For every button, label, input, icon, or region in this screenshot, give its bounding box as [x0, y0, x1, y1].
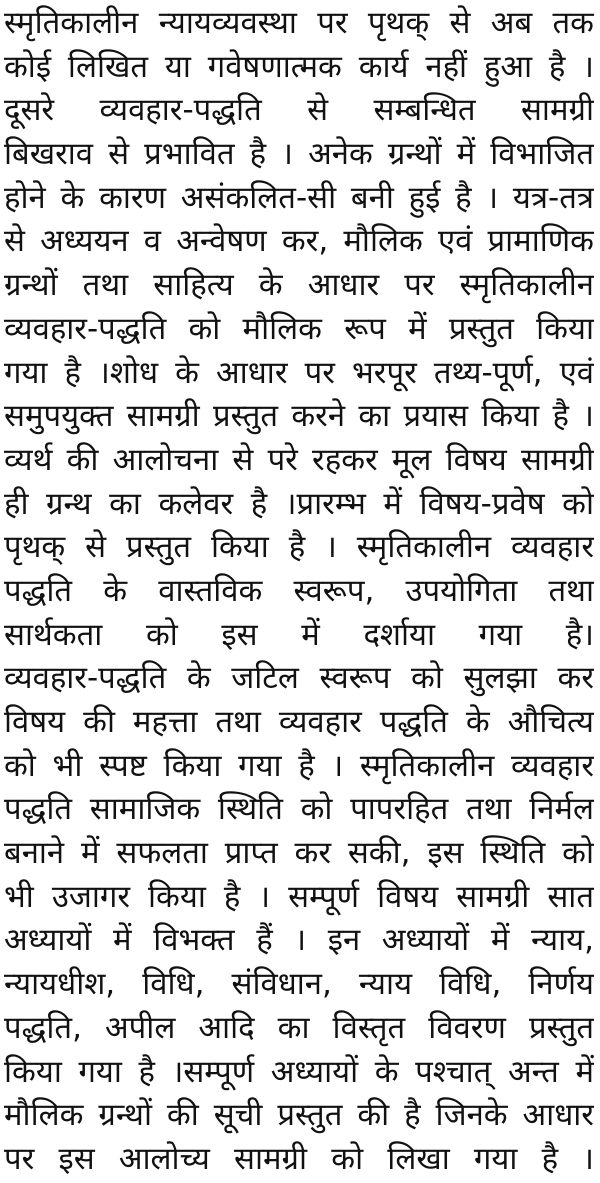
- text-line: न्यायधीश, विधि, संविधान, न्याय विधि, निर्णय: [4, 966, 594, 1003]
- text-line: अध्यायों में विभक्त हैं । इन अध्यायों में न्याय,: [4, 922, 594, 959]
- text-line: से अध्ययन व अन्वेषण कर, मौलिक एवं प्रामाणिक: [4, 223, 594, 260]
- text-line: मौलिक ग्रन्थों की सूची प्रस्तुत की है जिनके आधार: [4, 1097, 594, 1134]
- text-line: व्यवहार-पद्धति को मौलिक रूप में प्रस्तुत किया: [4, 310, 594, 347]
- text-line: गया है ।शोध के आधार पर भरपूर तथ्य-पूर्ण, एवं: [4, 354, 594, 391]
- text-line: बनाने में सफलता प्राप्त कर सकी, इस स्थिति को: [4, 835, 594, 872]
- text-line: व्यवहार-पद्धति के जटिल स्वरूप को सुलझा कर: [4, 660, 594, 697]
- text-line: को भी स्पष्ट किया गया है । स्मृतिकालीन व्यवहार: [4, 747, 594, 784]
- text-line: पृथक् से प्रस्तुत किया है । स्मृतिकालीन व्यवहार: [4, 529, 594, 566]
- text-line: पद्धति सामाजिक स्थिति को पापरहित तथा निर्मल: [4, 791, 594, 828]
- text-line: विषय की महत्ता तथा व्यवहार पद्धति के औचित्य: [4, 704, 594, 740]
- text-line: ग्रन्थों तथा साहित्य के आधार पर स्मृतिकालीन: [4, 267, 594, 304]
- text-line: भी उजागर किया है । सम्पूर्ण विषय सामग्री सात: [4, 878, 594, 915]
- text-line: होने के कारण असंकलित-सी बनी हुई है । यत्र-तत्र: [4, 179, 594, 216]
- text-line: पद्धति के वास्तविक स्वरूप, उपयोगिता तथा: [4, 572, 594, 609]
- text-line: व्यर्थ की आलोचना से परे रहकर मूल विषय सामग्री: [4, 441, 594, 478]
- text-line: पद्धति, अपील आदि का विस्तृत विवरण प्रस्तुत: [4, 1009, 594, 1046]
- text-line: समुपयुक्त सामग्री प्रस्तुत करने का प्रयास किया है ।: [4, 398, 594, 435]
- text-line: ही ग्रन्थ का कलेवर है ।प्रारम्भ में विषय-प्रवेष को: [4, 485, 594, 522]
- text-line: स्मृतिकालीन न्यायव्यवस्था पर पृथक् से अब तक: [4, 5, 594, 41]
- body-paragraph: [4, 2, 594, 1182]
- text-line: सार्थकता को इस में दर्शाया गया है।: [4, 616, 594, 653]
- text-line: बिखराव से प्रभावित है । अनेक ग्रन्थों में विभाजित: [4, 136, 594, 173]
- text-line: कोई लिखित या गवेषणात्मक कार्य नहीं हुआ है ।: [4, 48, 594, 85]
- text-line: दूसरे व्यवहार-पद्धति से सम्बन्धित सामग्री: [4, 92, 594, 129]
- text-line: किया गया है ।सम्पूर्ण अध्यायों के पश्चात् अन्त में: [4, 1053, 594, 1090]
- text-line: पर इस आलोच्य सामग्री को लिखा गया है ।: [4, 1140, 594, 1177]
